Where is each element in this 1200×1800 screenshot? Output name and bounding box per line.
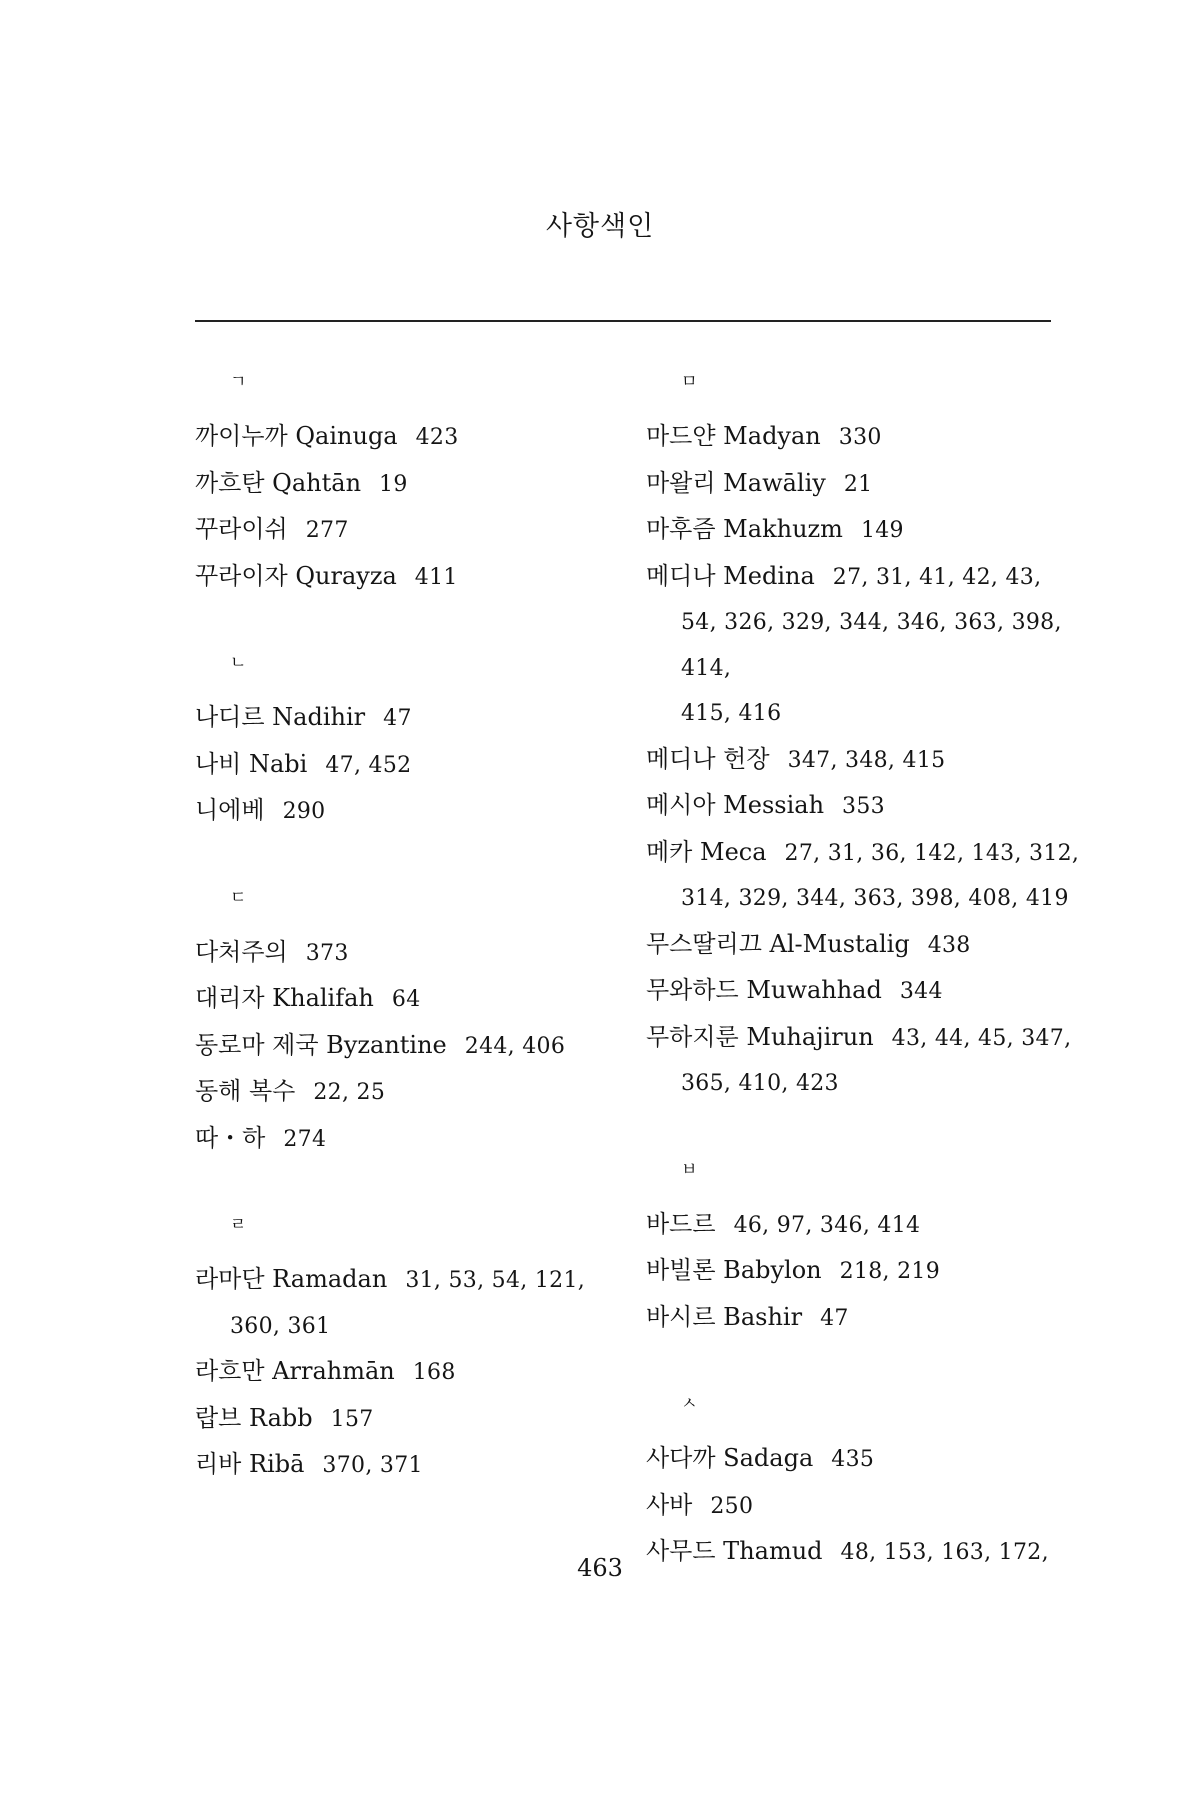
- index-term: 라마단 Ramadan: [195, 1265, 388, 1293]
- index-term: 다처주의: [195, 937, 288, 966]
- index-pages: 31, 53, 54, 121,: [405, 1268, 586, 1293]
- index-pages: 347, 348, 415: [787, 747, 946, 773]
- index-section: [646, 362, 1086, 1107]
- index-term: 동해 복수: [195, 1077, 296, 1105]
- index-entry: [646, 414, 1086, 461]
- index-pages: 46, 97, 346, 414: [733, 1212, 921, 1238]
- index-term: 사무드 Thamud: [646, 1537, 823, 1565]
- index-pages: 22, 25: [313, 1080, 386, 1105]
- index-term: 리바 Ribā: [195, 1450, 305, 1478]
- index-entry: [195, 1396, 625, 1443]
- index-entry: [646, 1483, 1086, 1530]
- index-term: 동로마 제국 Byzantine: [195, 1030, 447, 1059]
- index-entry: [195, 507, 625, 554]
- index-term: 메카 Meca: [646, 837, 767, 866]
- index-pages: 21: [843, 471, 873, 497]
- index-pages: 344: [899, 979, 943, 1004]
- title-rule: [195, 320, 1051, 322]
- index-entry: [195, 461, 625, 508]
- index-entry: [646, 554, 1086, 737]
- index-pages: 411: [414, 564, 458, 590]
- index-pages: 157: [330, 1406, 374, 1432]
- index-entry: [646, 1015, 1086, 1107]
- index-term: 무스딸리끄 Al-Mustalig: [646, 929, 910, 958]
- index-term: 마후즘 Makhuzm: [646, 515, 843, 543]
- index-term: 메디나 Medina: [646, 561, 815, 590]
- index-entry: [646, 461, 1086, 508]
- index-pages: 64: [391, 987, 421, 1012]
- index-pages: 438: [927, 932, 971, 958]
- index-pages-continued: 360, 361: [230, 1313, 331, 1339]
- index-entry: [195, 1069, 625, 1116]
- section-heading: ㅅ: [681, 1394, 698, 1414]
- index-entry: [195, 1257, 625, 1349]
- section-heading: ㄷ: [230, 887, 247, 908]
- index-entry: [646, 1202, 1086, 1249]
- index-term: 무하지룬 Muhajirun: [646, 1022, 874, 1051]
- index-column-left: [195, 362, 625, 1532]
- index-term: 바빌론 Babylon: [646, 1256, 822, 1284]
- index-entry: [646, 1436, 1086, 1483]
- index-pages-continued: 365, 410, 423: [681, 1071, 839, 1096]
- index-term: 메시아 Messiah: [646, 791, 825, 819]
- index-term: 랍브 Rabb: [195, 1403, 313, 1432]
- index-term: 바시르 Bashir: [646, 1302, 803, 1331]
- index-pages: 47: [820, 1305, 849, 1331]
- index-term: 대리자 Khalifah: [195, 984, 374, 1012]
- index-pages: 47, 452: [325, 752, 412, 778]
- index-term: 마드얀 Madyan: [646, 422, 821, 450]
- index-entry: [195, 742, 625, 789]
- index-pages: 19: [379, 471, 408, 497]
- index-pages-continued: 415, 416: [681, 701, 782, 726]
- index-term: 꾸라이자 Qurayza: [195, 561, 397, 590]
- index-pages: 423: [415, 425, 459, 450]
- index-pages: 218, 219: [839, 1259, 941, 1284]
- index-pages: 47: [383, 706, 412, 731]
- index-term: 따・하: [195, 1123, 266, 1152]
- section-heading: ㄴ: [230, 653, 247, 673]
- index-term: 무와하드 Muwahhad: [646, 976, 882, 1004]
- index-section: [646, 1384, 1086, 1576]
- index-pages: 370, 371: [322, 1453, 423, 1478]
- index-term: 메디나 헌장: [646, 744, 770, 773]
- index-term: 라흐만 Arrahmān: [195, 1357, 395, 1385]
- index-entry: [646, 783, 1086, 830]
- index-entry: [646, 1295, 1086, 1342]
- index-term: 까흐탄 Qahtān: [195, 468, 362, 497]
- index-entry: [195, 1442, 625, 1489]
- index-entry: [195, 554, 625, 601]
- index-term: 나비 Nabi: [195, 749, 308, 778]
- section-heading: ㄹ: [230, 1215, 247, 1235]
- index-pages: 48, 153, 163, 172,: [840, 1540, 1049, 1565]
- index-section: [195, 878, 625, 1163]
- index-entry: [195, 414, 625, 461]
- index-term: 사바: [646, 1490, 693, 1519]
- index-pages: 168: [412, 1360, 456, 1385]
- index-pages: 277: [305, 518, 349, 543]
- index-entry: [195, 1023, 625, 1070]
- index-entry: [646, 1248, 1086, 1295]
- index-section: [195, 643, 625, 835]
- index-pages: 27, 31, 36, 142, 143, 312,: [784, 840, 1080, 866]
- index-term: 사다까 Sadaga: [646, 1444, 814, 1472]
- section-heading: ㄱ: [230, 372, 247, 392]
- index-pages: 435: [831, 1447, 875, 1472]
- index-entry: [195, 788, 625, 835]
- index-pages: 353: [842, 794, 885, 819]
- index-entry: [646, 737, 1086, 784]
- index-term: 꾸라이쉬: [195, 515, 288, 543]
- page-title: 사항색인: [545, 211, 655, 242]
- index-entry: [195, 976, 625, 1023]
- index-pages: 373: [305, 940, 349, 966]
- index-pages-continued: 314, 329, 344, 363, 398, 408, 419: [681, 886, 1069, 911]
- index-pages: 244, 406: [464, 1033, 566, 1059]
- index-term: 니에베: [195, 796, 265, 824]
- index-pages: 27, 31, 41, 42, 43,: [832, 564, 1042, 590]
- index-term: 까이누까 Qainuga: [195, 422, 398, 450]
- index-entry: [646, 922, 1086, 969]
- index-entry: [195, 930, 625, 977]
- index-term: 마왈리 Mawāliy: [646, 468, 826, 497]
- index-term: 나디르 Nadihir: [195, 703, 366, 731]
- index-entry: [646, 507, 1086, 554]
- index-entry: [195, 695, 625, 742]
- index-section: [195, 362, 625, 600]
- index-entry: [646, 830, 1086, 922]
- index-pages: 290: [282, 799, 326, 824]
- page-number: 463: [577, 1554, 623, 1582]
- index-entry: [195, 1349, 625, 1396]
- index-pages: 149: [860, 518, 904, 543]
- index-entry: [646, 968, 1086, 1015]
- index-column-right: [646, 362, 1086, 1619]
- index-term: 바드르: [646, 1209, 716, 1238]
- index-pages: 274: [283, 1126, 327, 1152]
- index-pages: 43, 44, 45, 347,: [891, 1025, 1072, 1051]
- section-heading: ㅁ: [681, 372, 698, 392]
- index-pages: 330: [838, 425, 882, 450]
- index-entry: [195, 1116, 625, 1163]
- index-section: [195, 1205, 625, 1489]
- section-heading: ㅂ: [681, 1159, 698, 1180]
- index-section: [646, 1150, 1086, 1342]
- index-pages-continued: 54, 326, 329, 344, 346, 363, 398, 414,: [681, 610, 1062, 681]
- index-pages: 250: [710, 1493, 754, 1519]
